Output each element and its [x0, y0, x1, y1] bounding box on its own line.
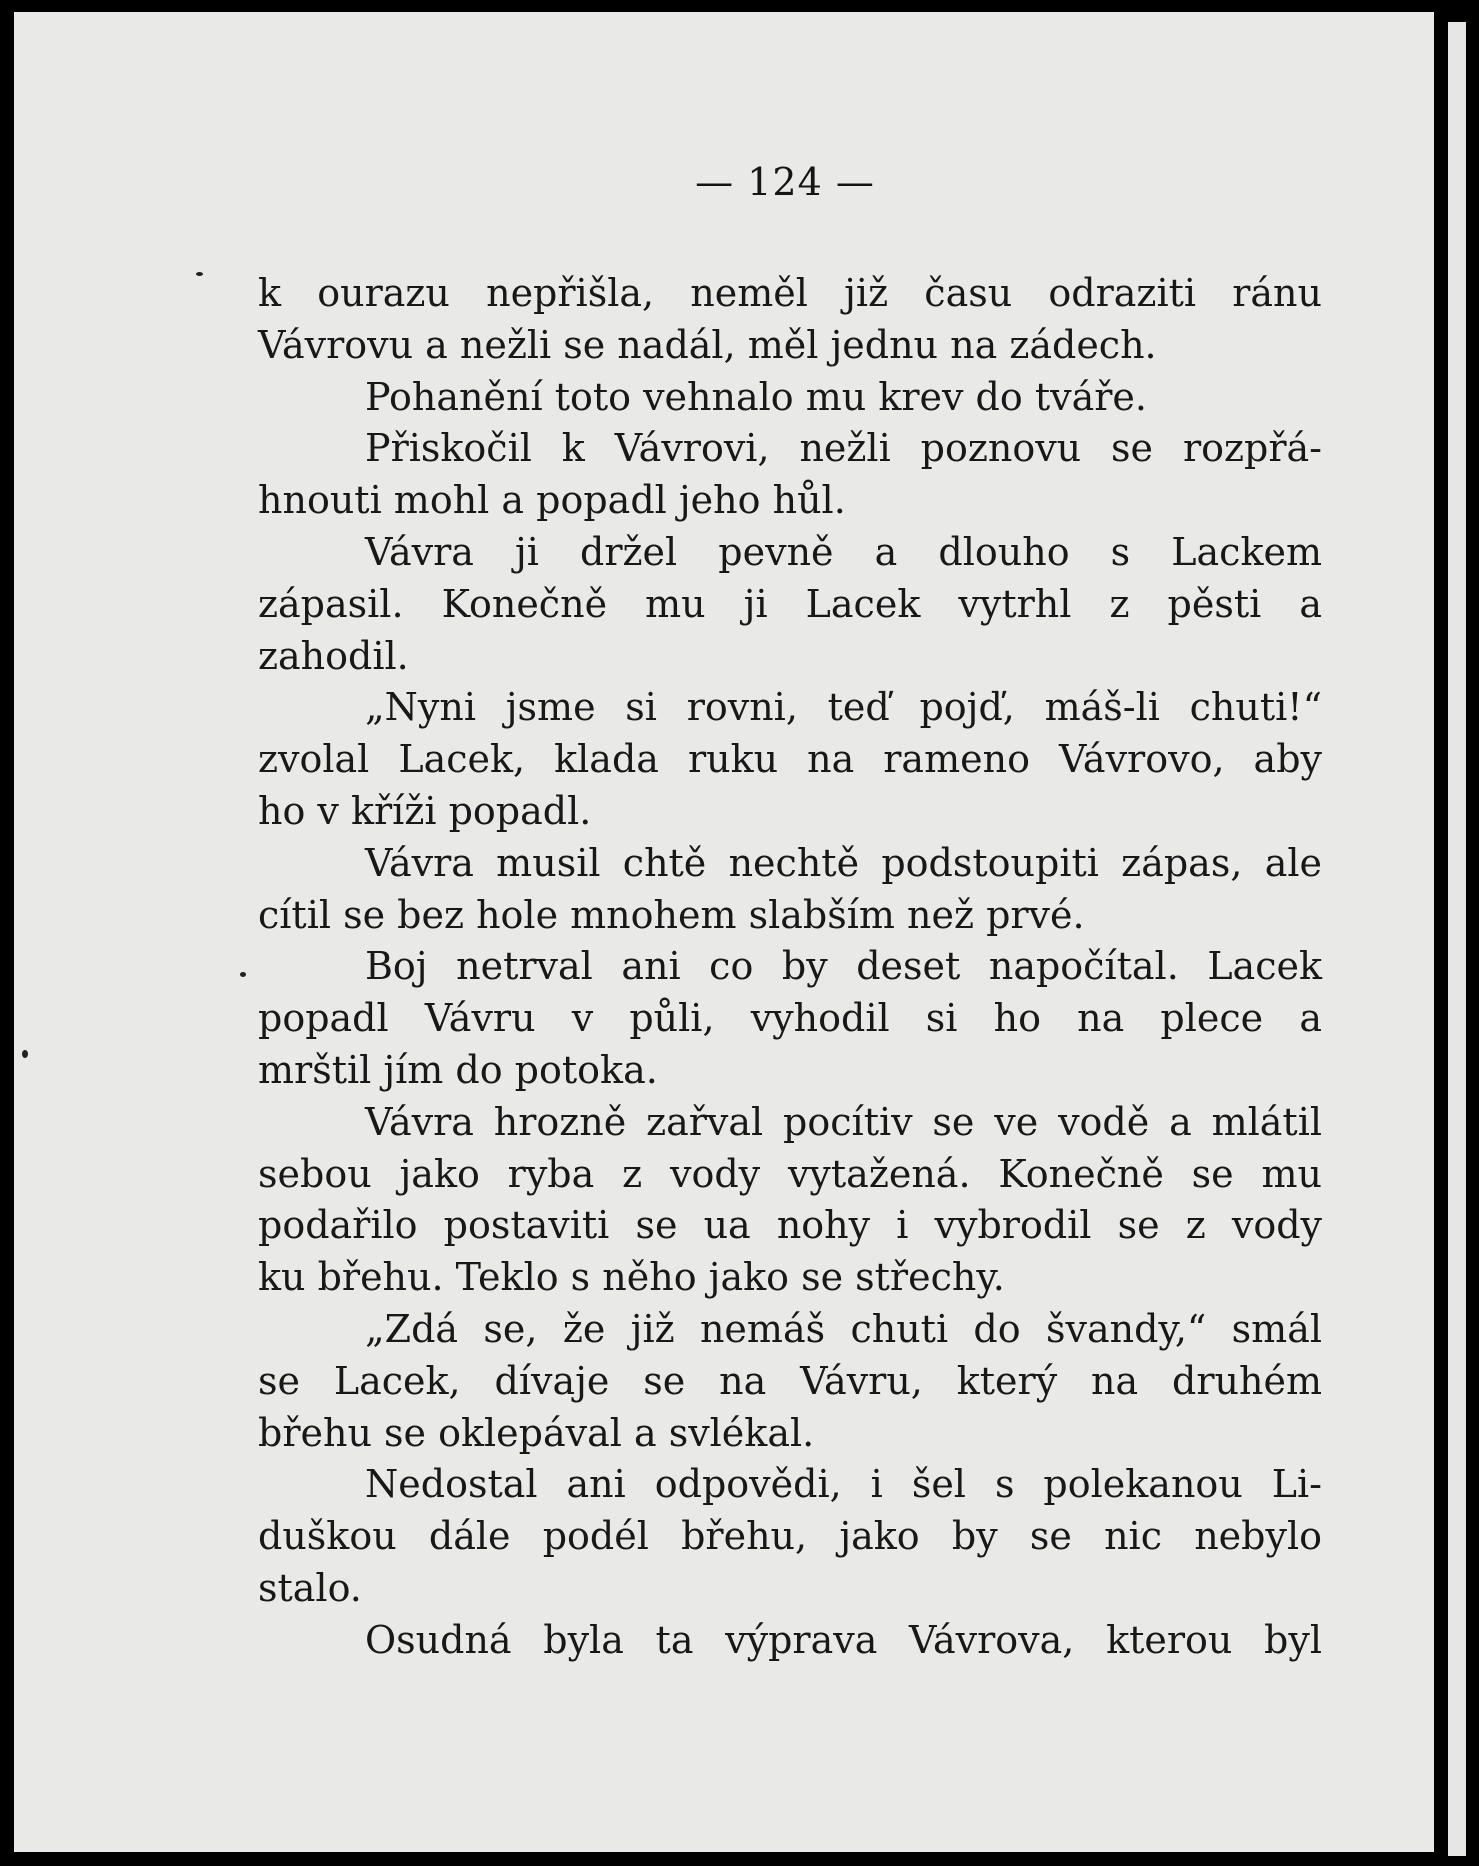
text-line: zápasil. Konečně mu ji Lacek vytrhl z pěsti a [258, 581, 1322, 626]
text-line: Osudná byla ta výprava Vávrova, kterou byl [365, 1617, 1322, 1662]
text-line: Přiskočil k Vávrovi, nežli poznovu se rozpřá- [365, 426, 1322, 471]
text-line: sebou jako ryba z vody vytažená. Konečně se mu [258, 1151, 1322, 1196]
text-line: „Zdá se, že již nemáš chuti do švandy,“ smál [365, 1306, 1322, 1351]
text-line: Boj netrval ani co by deset napočítal. Lacek [365, 944, 1322, 989]
text-line: stalo. [258, 1565, 362, 1610]
text-line: popadl Vávru v půli, vyhodil si ho na plece a [258, 996, 1322, 1041]
text-line: Nedostal ani odpovědi, i šel s polekanou Li- [365, 1462, 1322, 1507]
text-line: hnouti mohl a popadl jeho hůl. [258, 478, 846, 523]
text-line: zahodil. [258, 633, 409, 678]
adjacent-page-edge [1448, 22, 1466, 1856]
scan-speck [196, 272, 203, 276]
text-line: Vávra musil chtě nechtě podstoupiti zápas, ale [365, 840, 1322, 885]
page-number: — 124 — [695, 160, 875, 204]
text-line: ho v kříži popadl. [258, 788, 592, 833]
text-line: Vávra hrozně zařval pocítiv se ve vodě a mlátil [365, 1099, 1322, 1144]
text-line: mrštil jím do potoka. [258, 1047, 658, 1092]
text-line: podařilo postaviti se ua nohy i vybrodil se z vody [258, 1203, 1322, 1248]
text-line: duškou dále podél břehu, jako by se nic nebylo [258, 1514, 1322, 1559]
text-line: cítil se bez hole mnohem slabším než prvé. [258, 892, 1085, 937]
text-line: se Lacek, dívaje se na Vávru, který na druhém [258, 1358, 1322, 1403]
scan-speck [22, 1050, 28, 1058]
text-line: „Nyni jsme si rovni, teď pojď, máš-li chuti!“ [365, 685, 1322, 730]
body-text [258, 268, 1322, 1667]
text-line: Vávrovu a nežli se nadál, měl jednu na zádech. [258, 322, 1157, 367]
text-line: k ourazu nepřišla, neměl již času odraziti ránu [258, 271, 1322, 315]
text-line: ku břehu. Teklo s něho jako se střechy. [258, 1255, 1005, 1300]
text-line: Pohanění toto vehnalo mu krev do tváře. [365, 374, 1147, 419]
text-line: břehu se oklepával a svlékal. [258, 1410, 815, 1455]
text-line: Vávra ji držel pevně a dlouho s Lackem [365, 529, 1322, 574]
scan-speck [240, 972, 246, 977]
text-line: zvolal Lacek, klada ruku na rameno Vávrovo, aby [258, 737, 1322, 782]
